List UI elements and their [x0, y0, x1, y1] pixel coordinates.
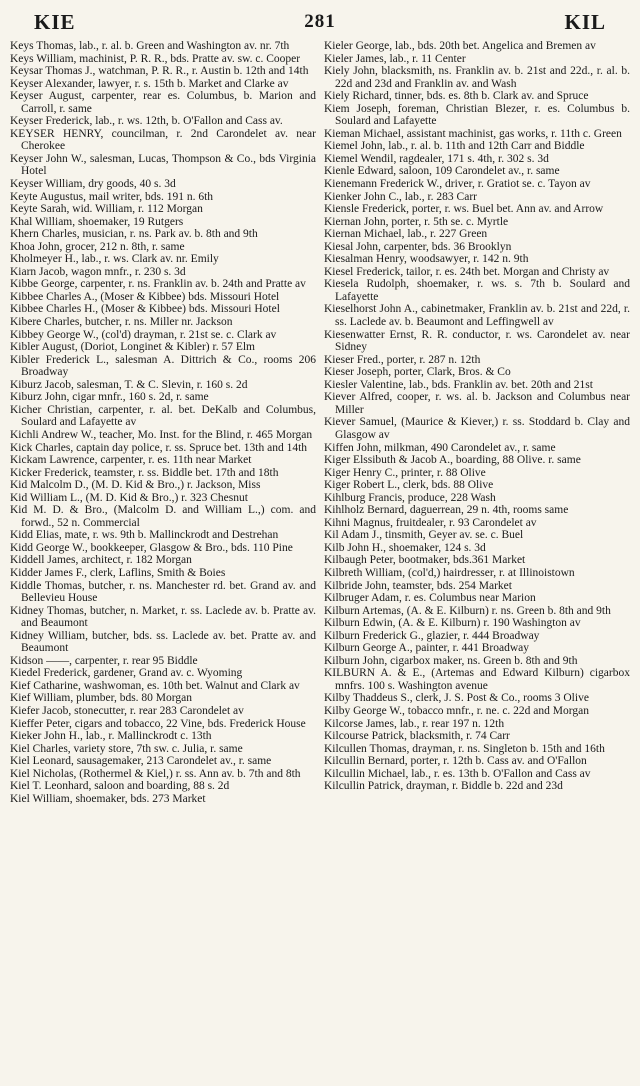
directory-entry: Kiever Samuel, (Maurice & Kiever,) r. ss. Stoddard b. Clay and Glasgow av — [324, 416, 630, 441]
directory-entry: Kienemann Frederick W., driver, r. Gratiot se. c. Tayon av — [324, 178, 591, 191]
directory-entry: Kid M. D. & Bro., (Malcolm D. and William L.,) com. and forwd., 52 n. Commercial — [10, 504, 316, 529]
directory-entry: Kiburz Jacob, salesman, T. & C. Slevin, r. 160 s. 2d — [10, 378, 248, 391]
directory-entry: Kiffen John, milkman, 490 Carondelet av., r. same — [324, 441, 556, 454]
directory-entry: Kihlburg Francis, produce, 228 Wash — [324, 491, 496, 504]
directory-entry: Keys William, machinist, P. R. R., bds. Pratte av. sw. c. Cooper — [10, 52, 301, 65]
directory-entry: Kiely Richard, tinner, bds. es. 8th b. Clark av. and Spruce — [324, 90, 589, 103]
directory-entry: Kiernan John, porter, r. 5th se. c. Myrtle — [324, 215, 509, 228]
page-number: 281 — [304, 11, 336, 32]
directory-entry: Kidney William, butcher, bds. ss. Laclede av. bet. Pratte av. and Beaumont — [10, 629, 316, 655]
directory-entry: Keyser John W., salesman, Lucas, Thompson & Co., bds Virginia Hotel — [10, 152, 316, 178]
directory-entry: Kiesenwatter Ernst, R. R. conductor, r. ws. Carondelet av. near Sidney — [324, 328, 630, 354]
directory-entry: Kienker John C., lab., r. 283 Carr — [324, 190, 477, 203]
directory-entry: Kick Charles, captain day police, r. ss. Spruce bet. 13th and 14th — [10, 441, 308, 454]
directory-entry: Kidson ——, carpenter, r. rear 95 Biddle — [10, 654, 198, 667]
directory-entry: Kidd Elias, mate, r. ws. 9th b. Mallinckrodt and Destrehan — [10, 529, 279, 542]
directory-entry: Kilburn Frederick G., glazier, r. 444 Broadway — [324, 629, 540, 642]
directory-entry: Kiernan Michael, lab., r. 227 Green — [324, 228, 488, 241]
directory-entry: Kibbey George W., (col'd) drayman, r. 21st se. c. Clark av — [10, 328, 277, 341]
directory-entry: Kieman Michael, assistant machinist, gas works, r. 11th c. Green — [324, 127, 622, 140]
directory-entry: Kieser Fred., porter, r. 287 n. 12th — [324, 353, 481, 366]
directory-entry: Kiefer Jacob, stonecutter, r. rear 283 Carondelet av — [10, 704, 244, 717]
directory-entry: Kilcullin Patrick, drayman, r. Biddle b. 22d and 23d — [324, 780, 563, 793]
directory-entry: Kief Catharine, washwoman, es. 10th bet. Walnut and Clark av — [10, 679, 300, 692]
directory-entry: Kieler James, lab., r. 11 Center — [324, 52, 466, 65]
directory-entry: Kiel Leonard, sausagemaker, 213 Carondelet av., r. same — [10, 755, 272, 768]
directory-entry: Kibler August, (Doriot, Longinet & Kibler) r. 57 Elm — [10, 341, 255, 354]
directory-entry: Kilcorse James, lab., r. rear 197 n. 12th — [324, 717, 505, 730]
directory-entry: Kiensle Frederick, porter, r. ws. Buel bet. Ann av. and Arrow — [324, 203, 604, 216]
directory-entry: Keyser Alexander, lawyer, r. s. 15th b. Market and Clarke av — [10, 77, 289, 90]
directory-entry: Kilbaugh Peter, bootmaker, bds.361 Market — [324, 554, 526, 567]
directory-entry: Kiger Robert L., clerk, bds. 88 Olive — [324, 479, 494, 492]
directory-entry: KILBURN A. & E., (Artemas and Edward Kilburn) cigarbox mnfrs. 100 s. Washington avenue — [324, 667, 630, 692]
directory-entry: Kilcullin Michael, lab., r. es. 13th b. O'Fallon and Cass av — [324, 767, 591, 780]
directory-entry: Khal William, shoemaker, 19 Rutgers — [10, 215, 184, 228]
directory-entry: Kibler Frederick L., salesman A. Dittrich & Co., rooms 206 Broadway — [10, 353, 316, 379]
directory-entry: Kilby George W., tobacco mnfr., r. ne. c. 22d and Morgan — [324, 704, 589, 717]
directory-entry: Kibbee Charles A., (Moser & Kibbee) bds. Missouri Hotel — [10, 290, 280, 303]
directory-entry: Khoa John, grocer, 212 n. 8th, r. same — [10, 240, 185, 253]
directory-entry: Kilcourse Patrick, blacksmith, r. 74 Carr — [324, 730, 510, 743]
directory-columns — [10, 40, 630, 805]
directory-entry: Kihlholz Bernard, daguerrean, 29 n. 4th, rooms same — [324, 504, 569, 517]
page-header — [34, 8, 606, 36]
directory-entry: Kief William, plumber, bds. 80 Morgan — [10, 692, 192, 705]
directory-entry: Kiel Charles, variety store, 7th sw. c. Julia, r. same — [10, 742, 243, 755]
directory-entry: Kiem Joseph, foreman, Christian Blezer, r. es. Columbus b. Soulard and Lafayette — [324, 102, 630, 128]
directory-entry: Kieker John H., lab., r. Mallinckrodt c. 13th — [10, 730, 212, 743]
header-left-guide-word: KIE — [34, 9, 76, 34]
directory-entry: Keyser Frederick, lab., r. ws. 12th, b. O'Fallon and Cass av. — [10, 115, 283, 128]
directory-entry: Keyte Sarah, wid. William, r. 112 Morgan — [10, 203, 203, 216]
directory-entry: Kiel Nicholas, (Rothermel & Kiel,) r. ss. Ann av. b. 7th and 8th — [10, 767, 301, 780]
directory-entry: Kilbreth William, (col'd,) hairdresser, r. at Illinoistown — [324, 566, 575, 579]
directory-entry: Kiever Alfred, cooper, r. ws. al. b. Jackson and Columbus near Miller — [324, 391, 630, 416]
directory-entry: Kiesal John, carpenter, bds. 36 Brooklyn — [324, 240, 512, 253]
directory-entry: Kilburn George A., painter, r. 441 Broadway — [324, 642, 530, 655]
directory-entry: Kiel T. Leonhard, saloon and boarding, 88 s. 2d — [10, 780, 230, 793]
directory-entry: Khern Charles, musician, r. ns. Park av. b. 8th and 9th — [10, 228, 258, 241]
directory-entry: Kidney Thomas, butcher, n. Market, r. ss. Laclede av. b. Pratte av. and Beaumont — [10, 604, 316, 630]
directory-entry: Kiarn Jacob, wagon mnfr., r. 230 s. 3d — [10, 265, 186, 278]
directory-entry: Kilburn John, cigarbox maker, ns. Green b. 8th and 9th — [324, 654, 578, 667]
directory-entry: Keys Thomas, lab., r. al. b. Green and Washington av. nr. 7th — [10, 40, 290, 52]
left-column — [10, 40, 316, 805]
directory-entry: Kiesel Frederick, tailor, r. es. 24th bet. Morgan and Christy av — [324, 265, 610, 278]
directory-entry: Kilbruger Adam, r. es. Columbus near Marion — [324, 592, 536, 605]
directory-entry: Kilbride John, teamster, bds. 254 Market — [324, 579, 512, 592]
directory-entry: Kidder James F., clerk, Laflins, Smith & Boies — [10, 566, 226, 579]
directory-entry: Kibbe George, carpenter, r. ns. Franklin av. b. 24th and Pratte av — [10, 278, 306, 291]
directory-entry: Kicker Frederick, teamster, r. ss. Biddle bet. 17th and 18th — [10, 466, 279, 479]
directory-entry: Kid William L., (M. D. Kid & Bro.,) r. 323 Chesnut — [10, 491, 248, 504]
directory-entry: Kilcullin Bernard, porter, r. 12th b. Cass av. and O'Fallon — [324, 755, 587, 768]
directory-entry: Kiel William, shoemaker, bds. 273 Market — [10, 792, 206, 805]
directory-entry: Kilb John H., shoemaker, 124 s. 3d — [324, 541, 486, 554]
directory-entry: Kiesler Valentine, lab., bds. Franklin av. bet. 20th and 21st — [324, 378, 593, 391]
directory-entry: Keyser August, carpenter, rear es. Columbus, b. Marion and Carroll, r. same — [10, 90, 316, 115]
directory-entry: Kienle Edward, saloon, 109 Carondelet av., r. same — [324, 165, 560, 178]
directory-entry: Kicher Christian, carpenter, r. al. bet. DeKalb and Columbus, Soulard and Lafayette av — [10, 403, 316, 429]
directory-entry: Kiddell James, architect, r. 182 Morgan — [10, 554, 192, 567]
directory-entry: Kiger Henry C., printer, r. 88 Olive — [324, 466, 486, 479]
directory-entry: Kiedel Frederick, gardener, Grand av. c. Wyoming — [10, 667, 243, 680]
directory-entry: Kibere Charles, butcher, r. ns. Miller nr. Jackson — [10, 316, 233, 329]
directory-entry: Kiemel Wendil, ragdealer, 171 s. 4th, r. 302 s. 3d — [324, 152, 549, 165]
directory-entry: Kiburz John, cigar mnfr., 160 s. 2d, r. same — [10, 391, 209, 404]
directory-entry: Kilcullen Thomas, drayman, r. ns. Singleton b. 15th and 16th — [324, 742, 605, 755]
directory-entry: Keyser William, dry goods, 40 s. 3d — [10, 178, 176, 191]
directory-entry: Kilburn Artemas, (A. & E. Kilburn) r. ns. Green b. 8th and 9th — [324, 604, 611, 617]
directory-entry: KEYSER HENRY, councilman, r. 2nd Carondelet av. near Cherokee — [10, 127, 316, 153]
directory-entry: Kiemel John, lab., r. al. b. 11th and 12th Carr and Biddle — [324, 140, 585, 153]
directory-entry: Kieler George, lab., bds. 20th bet. Angelica and Bremen av — [324, 40, 596, 52]
directory-entry: Kiddle Thomas, butcher, r. ns. Manchester rd. bet. Grand av. and Bellevieu House — [10, 579, 316, 605]
directory-entry: Kholmeyer H., lab., r. ws. Clark av. nr. Emily — [10, 253, 219, 266]
directory-entry: Kieffer Peter, cigars and tobacco, 22 Vine, bds. Frederick House — [10, 717, 306, 730]
directory-entry: Keyte Augustus, mail writer, bds. 191 n. 6th — [10, 190, 214, 203]
directory-entry: Kid Malcolm D., (M. D. Kid & Bro.,) r. Jackson, Miss — [10, 479, 261, 492]
directory-entry: Kidd George W., bookkeeper, Glasgow & Bro., bds. 110 Pine — [10, 541, 293, 554]
directory-entry: Kihni Magnus, fruitdealer, r. 93 Carondelet av — [324, 516, 537, 529]
directory-entry: Kickam Lawrence, carpenter, r. es. 11th near Market — [10, 454, 252, 467]
right-column — [324, 40, 630, 805]
directory-entry: Kieser Joseph, porter, Clark, Bros. & Co — [324, 366, 511, 379]
directory-entry: Kilby Thaddeus S., clerk, J. S. Post & Co., rooms 3 Olive — [324, 692, 589, 705]
directory-entry: Kiesalman Henry, woodsawyer, r. 142 n. 9th — [324, 253, 529, 266]
directory-entry: Keysar Thomas J., watchman, P. R. R., r. Austin b. 12th and 14th — [10, 65, 309, 78]
header-right-guide-word: KIL — [564, 9, 606, 34]
directory-entry: Kiely John, blacksmith, ns. Franklin av. b. 21st and 22d., r. al. b. 22d and 23d and Franklin av. and Wash — [324, 65, 630, 90]
directory-entry: Kieselhorst John A., cabinetmaker, Franklin av. b. 21st and 22d, r. ss. Laclede av. b. Beaumont and Leffingwell av — [324, 303, 630, 329]
directory-entry: Kil Adam J., tinsmith, Geyer av. se. c. Buel — [324, 529, 524, 542]
directory-entry: Kibbee Charles H., (Moser & Kibbee) bds. Missouri Hotel — [10, 303, 280, 316]
directory-entry: Kilburn Edwin, (A. & E. Kilburn) r. 190 Washington av — [324, 617, 581, 630]
directory-entry: Kiesela Rudolph, shoemaker, r. ws. s. 7th b. Soulard and Lafayette — [324, 278, 630, 303]
directory-entry: Kichli Andrew W., teacher, Mo. Inst. for the Blind, r. 465 Morgan — [10, 428, 313, 441]
directory-entry: Kiger Elssibuth & Jacob A., boarding, 88 Olive. r. same — [324, 454, 581, 467]
